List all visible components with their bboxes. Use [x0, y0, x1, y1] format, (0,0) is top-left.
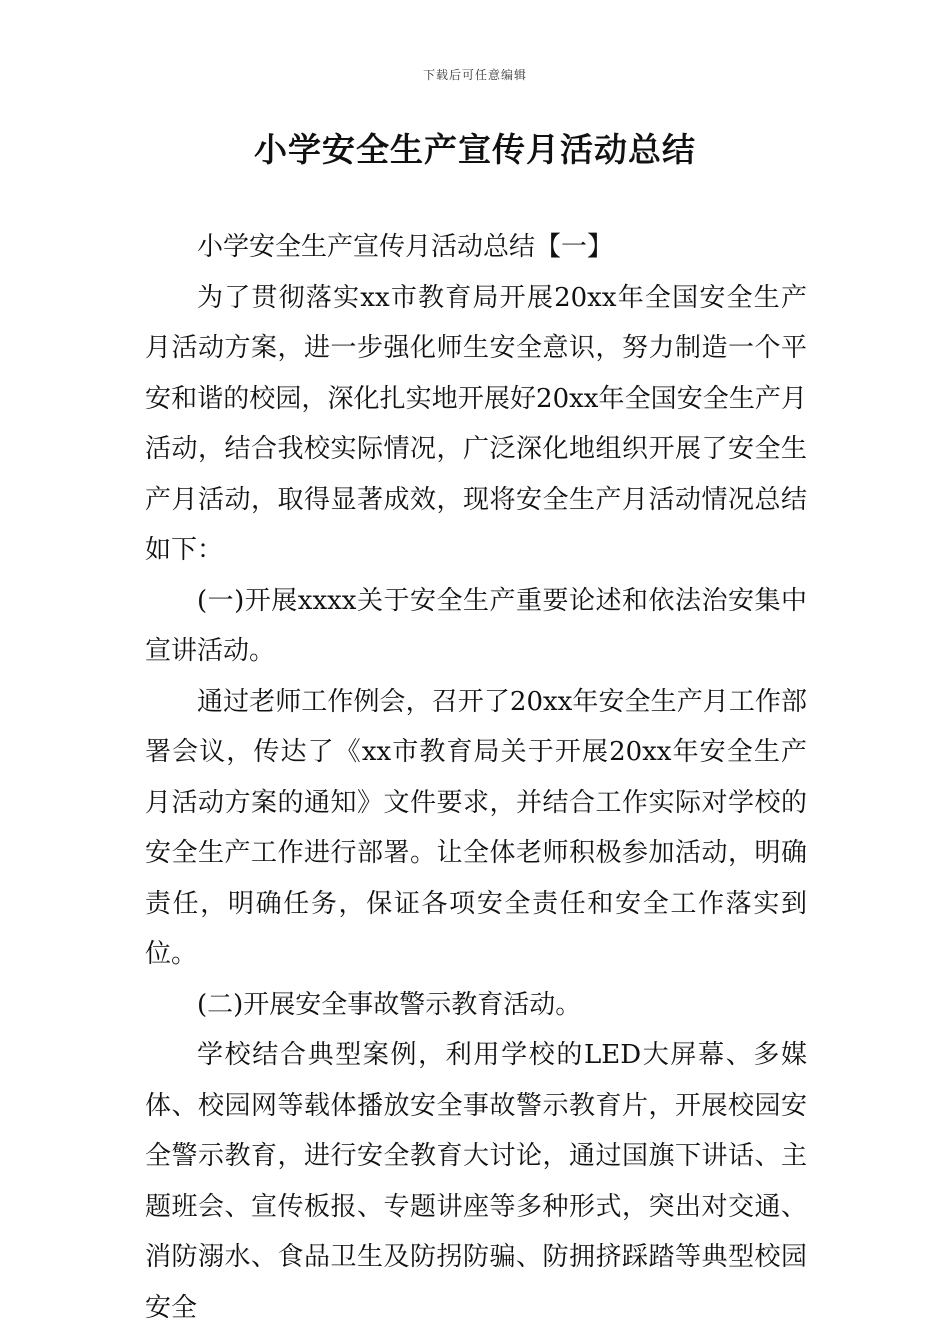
document-title: 小学安全生产宣传月活动总结 [254, 130, 696, 169]
subsection-heading: (二)开展安全事故警示教育活动。 [197, 989, 582, 1020]
section-heading: 小学安全生产宣传月活动总结【一】 [197, 232, 614, 262]
paragraph: 为了贯彻落实xx市教育局开展20xx年全国安全生产月活动方案，进一步强化师生安全意识，努力制造一个平安和谐的校园，深化扎实地开展好20xx年全国安全生产月活动，结合我校实际情况，广泛深化地组织开展了安全生产月活动，取得显著成效，现将安全生产月活动情况总结如下： [145, 282, 807, 565]
paragraph: 通过老师工作例会，召开了20xx年安全生产月工作部署会议，传达了《xx市教育局关于开展20xx年安全生产月活动方案的通知》文件要求，并结合工作实际对学校的安全生产工作进行部署。让全体老师积极参加活动，明确责任，明确任务，保证各项安全责任和安全工作落实到位。 [145, 686, 807, 969]
header-note: 下载后可任意编辑 [422, 68, 527, 82]
subsection-heading: (一)开展xxxx关于安全生产重要论述和依法治安集中宣讲活动。 [145, 585, 807, 666]
document-body [145, 222, 807, 1333]
paragraph: 学校结合典型案例，利用学校的LED大屏幕、多媒体、校园网等载体播放安全事故警示教育片，开展校园安全警示教育，进行安全教育大讨论，通过国旗下讲话、主题班会、宣传板报、专题讲座等多种形式，突出对交通、消防溺水、食品卫生及防拐防骗、防拥挤踩踏等典型校园安全 [145, 1040, 807, 1323]
